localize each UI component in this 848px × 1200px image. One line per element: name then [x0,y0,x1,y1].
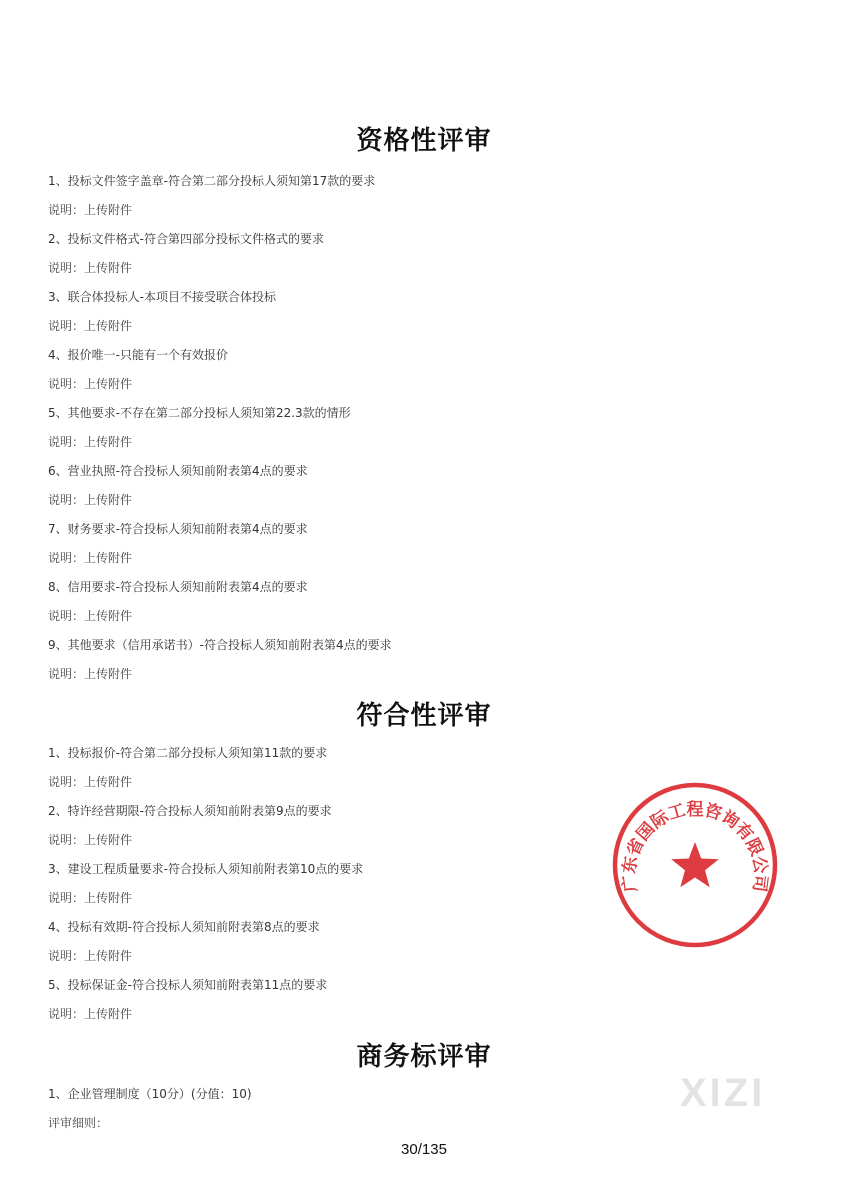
item-note: 说明：上传附件 [48,891,133,905]
item-note: 说明：上传附件 [48,435,133,449]
list-item: 2、特许经营期限-符合投标人须知前附表第9点的要求 [48,804,332,818]
item-note: 说明：上传附件 [48,261,133,275]
list-item: 5、其他要求-不存在第二部分投标人须知第22.3款的情形 [48,406,351,420]
item-note: 说明：上传附件 [48,377,133,391]
item-note: 说明：上传附件 [48,667,133,681]
svg-text:广东省国际工程咨询有限公司: 广东省国际工程咨询有限公司 [619,799,771,894]
list-item: 1、企业管理制度（10分）(分值：10) [48,1087,252,1101]
company-seal-stamp [610,780,780,950]
item-note: 说明：上传附件 [48,319,133,333]
item-note: 说明：上传附件 [48,203,133,217]
item-note: 说明：上传附件 [48,1007,133,1021]
list-item: 4、报价唯一-只能有一个有效报价 [48,348,228,362]
list-item: 9、其他要求（信用承诺书）-符合投标人须知前附表第4点的要求 [48,638,392,652]
item-note: 说明：上传附件 [48,833,133,847]
list-item: 2、投标文件格式-符合第四部分投标文件格式的要求 [48,232,324,246]
list-item: 5、投标保证金-符合投标人须知前附表第11点的要求 [48,978,328,992]
item-note: 说明：上传附件 [48,949,133,963]
list-item: 1、投标报价-符合第二部分投标人须知第11款的要求 [48,746,328,760]
section-title-compliance: 符合性评审 [356,701,492,731]
item-note: 说明：上传附件 [48,609,133,623]
item-note: 说明：上传附件 [48,493,133,507]
item-note: 评审细则： [48,1116,109,1130]
seal-star-icon [671,842,719,887]
list-item: 3、联合体投标人-本项目不接受联合体投标 [48,290,276,304]
list-item: 3、建设工程质量要求-符合投标人须知前附表第10点的要求 [48,862,364,876]
list-item: 1、投标文件签字盖章-符合第二部分投标人须知第17款的要求 [48,174,376,188]
list-item: 6、营业执照-符合投标人须知前附表第4点的要求 [48,464,308,478]
item-note: 说明：上传附件 [48,551,133,565]
list-item: 4、投标有效期-符合投标人须知前附表第8点的要求 [48,920,320,934]
page-number: 30/135 [401,1141,447,1158]
watermark-logo: XIZI [680,1071,766,1115]
section-title-commercial: 商务标评审 [356,1042,492,1072]
item-note: 说明：上传附件 [48,775,133,789]
list-item: 8、信用要求-符合投标人须知前附表第4点的要求 [48,580,308,594]
list-item: 7、财务要求-符合投标人须知前附表第4点的要求 [48,522,308,536]
section-title-qualification: 资格性评审 [356,126,492,156]
